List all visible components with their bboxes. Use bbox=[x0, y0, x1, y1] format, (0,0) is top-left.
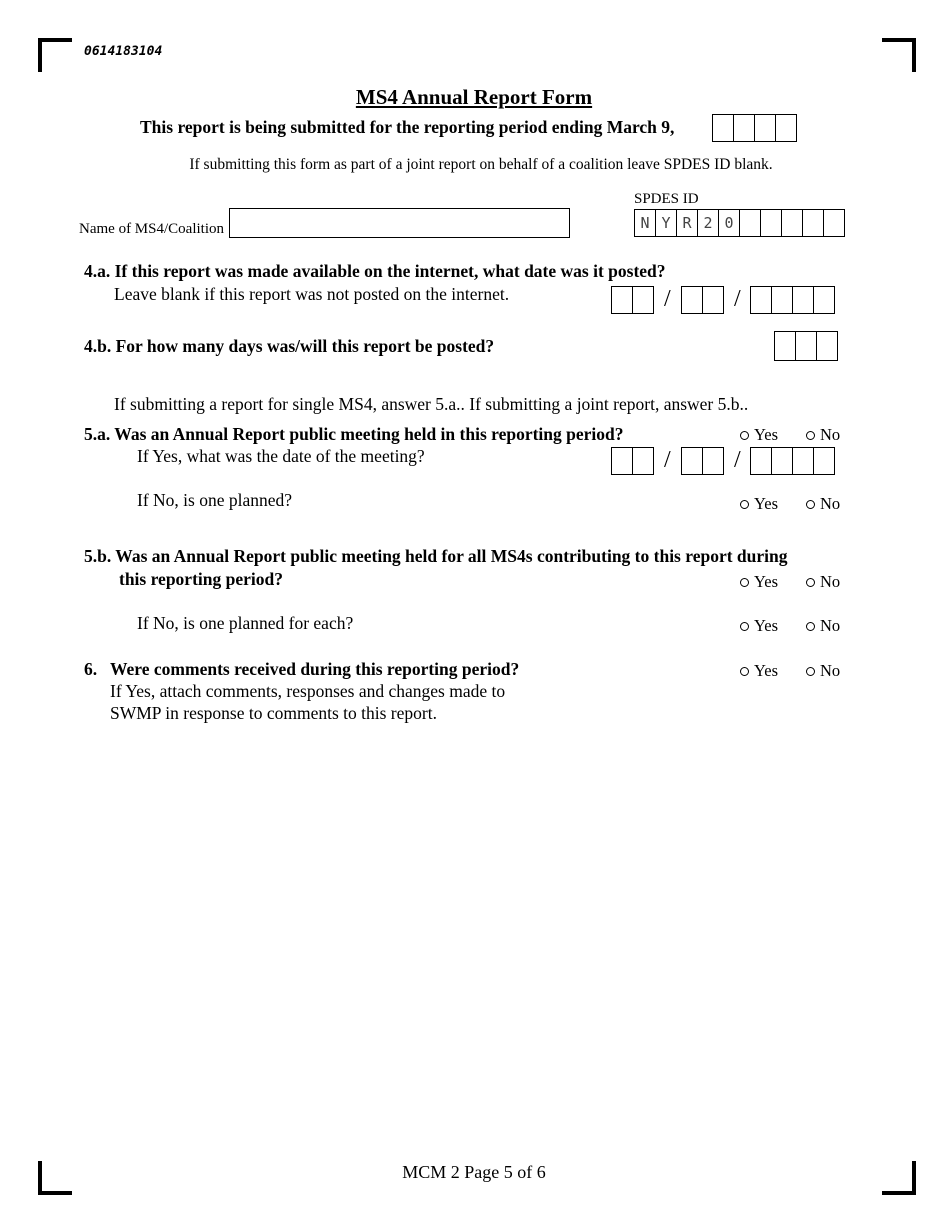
year-box[interactable] bbox=[754, 114, 776, 142]
spdes-char-box[interactable] bbox=[781, 209, 803, 237]
date-box[interactable] bbox=[813, 286, 835, 314]
radio-circle-icon bbox=[806, 667, 815, 676]
spdes-id-label: SPDES ID bbox=[634, 191, 699, 207]
spdes-char-box[interactable] bbox=[823, 209, 845, 237]
radio-circle-icon bbox=[740, 667, 749, 676]
year-box[interactable] bbox=[775, 114, 797, 142]
page-title: MS4 Annual Report Form bbox=[355, 85, 593, 109]
date-box[interactable] bbox=[792, 447, 814, 475]
q5b-planned-no-radio[interactable]: No bbox=[806, 616, 840, 636]
q4a-hint: Leave blank if this report was not posted on the internet. bbox=[114, 284, 510, 304]
q5b-planned-yes-radio[interactable]: Yes bbox=[740, 616, 778, 636]
q5b-question: 5.b. Was an Annual Report public meeting held for all MS4s contributing to this report during bbox=[84, 546, 788, 566]
q4b-days-field[interactable] bbox=[774, 331, 838, 361]
form-id: 0614183104 bbox=[84, 44, 163, 59]
date-box[interactable] bbox=[750, 447, 772, 475]
radio-circle-icon bbox=[806, 578, 815, 587]
date-day[interactable] bbox=[681, 286, 724, 314]
q5a-if-no: If No, is one planned? bbox=[137, 490, 293, 510]
spdes-char-box[interactable]: 2 bbox=[697, 209, 719, 237]
spdes-char-box[interactable]: Y bbox=[655, 209, 677, 237]
spdes-char-box[interactable] bbox=[760, 209, 782, 237]
q5a-if-yes: If Yes, what was the date of the meeting? bbox=[137, 446, 425, 466]
name-of-ms4-field[interactable] bbox=[229, 208, 570, 238]
joint-report-note: If submitting this form as part of a joint report on behalf of a coalition leave SPDES ID blank. bbox=[189, 156, 773, 173]
q4a-date-field bbox=[611, 286, 846, 318]
corner-mark-top-right bbox=[882, 38, 916, 72]
date-separator: / bbox=[734, 447, 741, 473]
date-box[interactable] bbox=[632, 286, 654, 314]
page-footer: MCM 2 Page 5 of 6 bbox=[402, 1162, 546, 1182]
q5b-no-radio[interactable]: No bbox=[806, 572, 840, 592]
q5a-no-radio[interactable]: No bbox=[806, 425, 840, 445]
q5a-date-field bbox=[611, 447, 846, 479]
date-separator: / bbox=[664, 447, 671, 473]
date-box[interactable] bbox=[681, 286, 703, 314]
date-month[interactable] bbox=[611, 286, 654, 314]
q5b-question-continued: this reporting period? bbox=[119, 569, 283, 589]
spdes-id-field[interactable] bbox=[634, 209, 845, 237]
corner-mark-top-left bbox=[38, 38, 72, 72]
reporting-period-label: This report is being submitted for the reporting period ending March 9, bbox=[140, 117, 675, 137]
days-box[interactable] bbox=[816, 331, 838, 361]
radio-circle-icon bbox=[740, 578, 749, 587]
q6-hint-continued: SWMP in response to comments to this report. bbox=[110, 703, 437, 723]
q4a-question: 4.a. If this report was made available on the internet, what date was it posted? bbox=[84, 261, 666, 281]
year-box[interactable] bbox=[733, 114, 755, 142]
radio-circle-icon bbox=[740, 431, 749, 440]
reporting-year-field[interactable] bbox=[712, 114, 797, 142]
instruction-text: If submitting a report for single MS4, answer 5.a.. If submitting a joint report, answer 5.b.. bbox=[114, 394, 749, 414]
date-box[interactable] bbox=[750, 286, 772, 314]
date-year[interactable] bbox=[750, 286, 835, 314]
date-separator: / bbox=[664, 286, 671, 312]
q6-hint: If Yes, attach comments, responses and changes made to bbox=[110, 681, 506, 701]
date-year[interactable] bbox=[750, 447, 835, 475]
days-box[interactable] bbox=[774, 331, 796, 361]
date-box[interactable] bbox=[771, 286, 793, 314]
date-box[interactable] bbox=[611, 286, 633, 314]
q5a-planned-no-radio[interactable]: No bbox=[806, 494, 840, 514]
q5b-if-no: If No, is one planned for each? bbox=[137, 613, 354, 633]
q6-no-radio[interactable]: No bbox=[806, 661, 840, 681]
date-month[interactable] bbox=[611, 447, 654, 475]
name-label: Name of MS4/Coalition bbox=[79, 221, 224, 237]
radio-circle-icon bbox=[806, 622, 815, 631]
radio-circle-icon bbox=[806, 431, 815, 440]
q4b-question: 4.b. For how many days was/will this report be posted? bbox=[84, 336, 495, 356]
radio-circle-icon bbox=[740, 500, 749, 509]
date-separator: / bbox=[734, 286, 741, 312]
days-box[interactable] bbox=[795, 331, 817, 361]
q6-question: Were comments received during this reporting period? bbox=[110, 659, 520, 679]
date-day[interactable] bbox=[681, 447, 724, 475]
q5a-question: 5.a. Was an Annual Report public meeting held in this reporting period? bbox=[84, 424, 624, 444]
date-box[interactable] bbox=[813, 447, 835, 475]
spdes-char-box[interactable]: N bbox=[634, 209, 656, 237]
spdes-char-box[interactable]: R bbox=[676, 209, 698, 237]
date-box[interactable] bbox=[681, 447, 703, 475]
q6-yes-radio[interactable]: Yes bbox=[740, 661, 778, 681]
spdes-char-box[interactable] bbox=[802, 209, 824, 237]
q5a-yes-radio[interactable]: Yes bbox=[740, 425, 778, 445]
q5b-yes-radio[interactable]: Yes bbox=[740, 572, 778, 592]
radio-circle-icon bbox=[806, 500, 815, 509]
date-box[interactable] bbox=[632, 447, 654, 475]
date-box[interactable] bbox=[792, 286, 814, 314]
date-box[interactable] bbox=[611, 447, 633, 475]
date-box[interactable] bbox=[702, 286, 724, 314]
date-box[interactable] bbox=[702, 447, 724, 475]
year-box[interactable] bbox=[712, 114, 734, 142]
spdes-char-box[interactable]: 0 bbox=[718, 209, 740, 237]
spdes-char-box[interactable] bbox=[739, 209, 761, 237]
q6-number: 6. bbox=[84, 659, 98, 679]
q5a-planned-yes-radio[interactable]: Yes bbox=[740, 494, 778, 514]
date-box[interactable] bbox=[771, 447, 793, 475]
radio-circle-icon bbox=[740, 622, 749, 631]
